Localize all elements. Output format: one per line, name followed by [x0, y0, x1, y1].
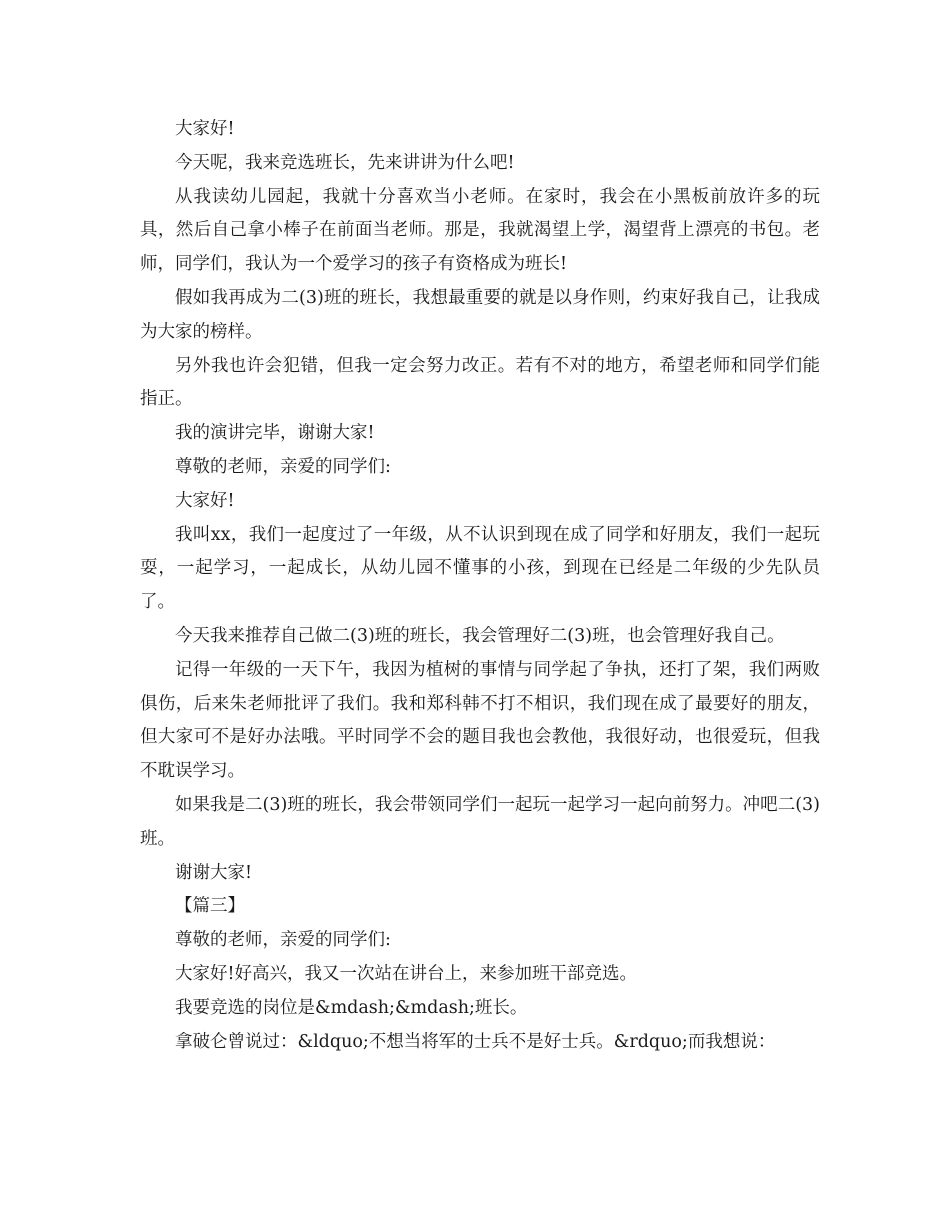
document-body: [140, 113, 820, 1059]
paragraph: 今天呢，我来竞选班长，先来讲讲为什么吧!: [175, 152, 515, 173]
paragraph: 另外我也许会犯错，但我一定会努力改正。若有不对的地方，希望老师和同学们能指正。: [140, 355, 820, 410]
paragraph: 假如我再成为二(3)班的班长，我想最重要的就是以身作则，约束好我自己，让我成为大家的榜样。: [140, 287, 820, 342]
greeting-line: 尊敬的老师，亲爱的同学们:: [175, 930, 391, 951]
section-heading: 【篇三】: [175, 896, 245, 917]
paragraph: 记得一年级的一天下午，我因为植树的事情与同学起了争执，还打了架，我们两败俱伤，后来朱老师批评了我们。我和郑科韩不打不相识，我们现在成了最要好的朋友，但大家可不是好办法哦。平时同学不会的题目我也会教他，我很好动，也很爱玩，但我不耽误学习。: [140, 659, 820, 782]
paragraph: 今天我来推荐自己做二(3)班的班长，我会管理好二(3)班，也会管理好我自己。: [175, 625, 785, 646]
paragraph: 如果我是二(3)班的班长，我会带领同学们一起玩一起学习一起向前努力。冲吧二(3)班。: [140, 794, 820, 849]
paragraph: 大家好!: [175, 119, 235, 139]
paragraph: 从我读幼儿园起，我就十分喜欢当小老师。在家时，我会在小黑板前放许多的玩具，然后自己拿小棒子在前面当老师。那是，我就渴望上学，渴望背上漂亮的书包。老师，同学们，我认为一个爱学习的孩子有资格成为班长!: [140, 186, 820, 275]
paragraph: 我要竞选的岗位是&mdash;&mdash;班长。: [175, 997, 528, 1018]
greeting-line: 尊敬的老师，亲爱的同学们:: [175, 456, 391, 477]
paragraph: 大家好!: [175, 490, 235, 511]
paragraph: 我的演讲完毕，谢谢大家!: [175, 423, 375, 444]
paragraph: 拿破仑曾说过：&ldquo;不想当将军的士兵不是好士兵。&rdquo;而我想说：: [175, 1031, 776, 1052]
paragraph: 我叫xx，我们一起度过了一年级，从不认识到现在成了同学和好朋友，我们一起玩耍，一起学习，一起成长，从幼儿园不懂事的小孩，到现在已经是二年级的少先队员了。: [140, 524, 820, 613]
paragraph: 大家好!好高兴，我又一次站在讲台上，来参加班干部竞选。: [175, 963, 638, 984]
paragraph: 谢谢大家!: [175, 862, 253, 883]
